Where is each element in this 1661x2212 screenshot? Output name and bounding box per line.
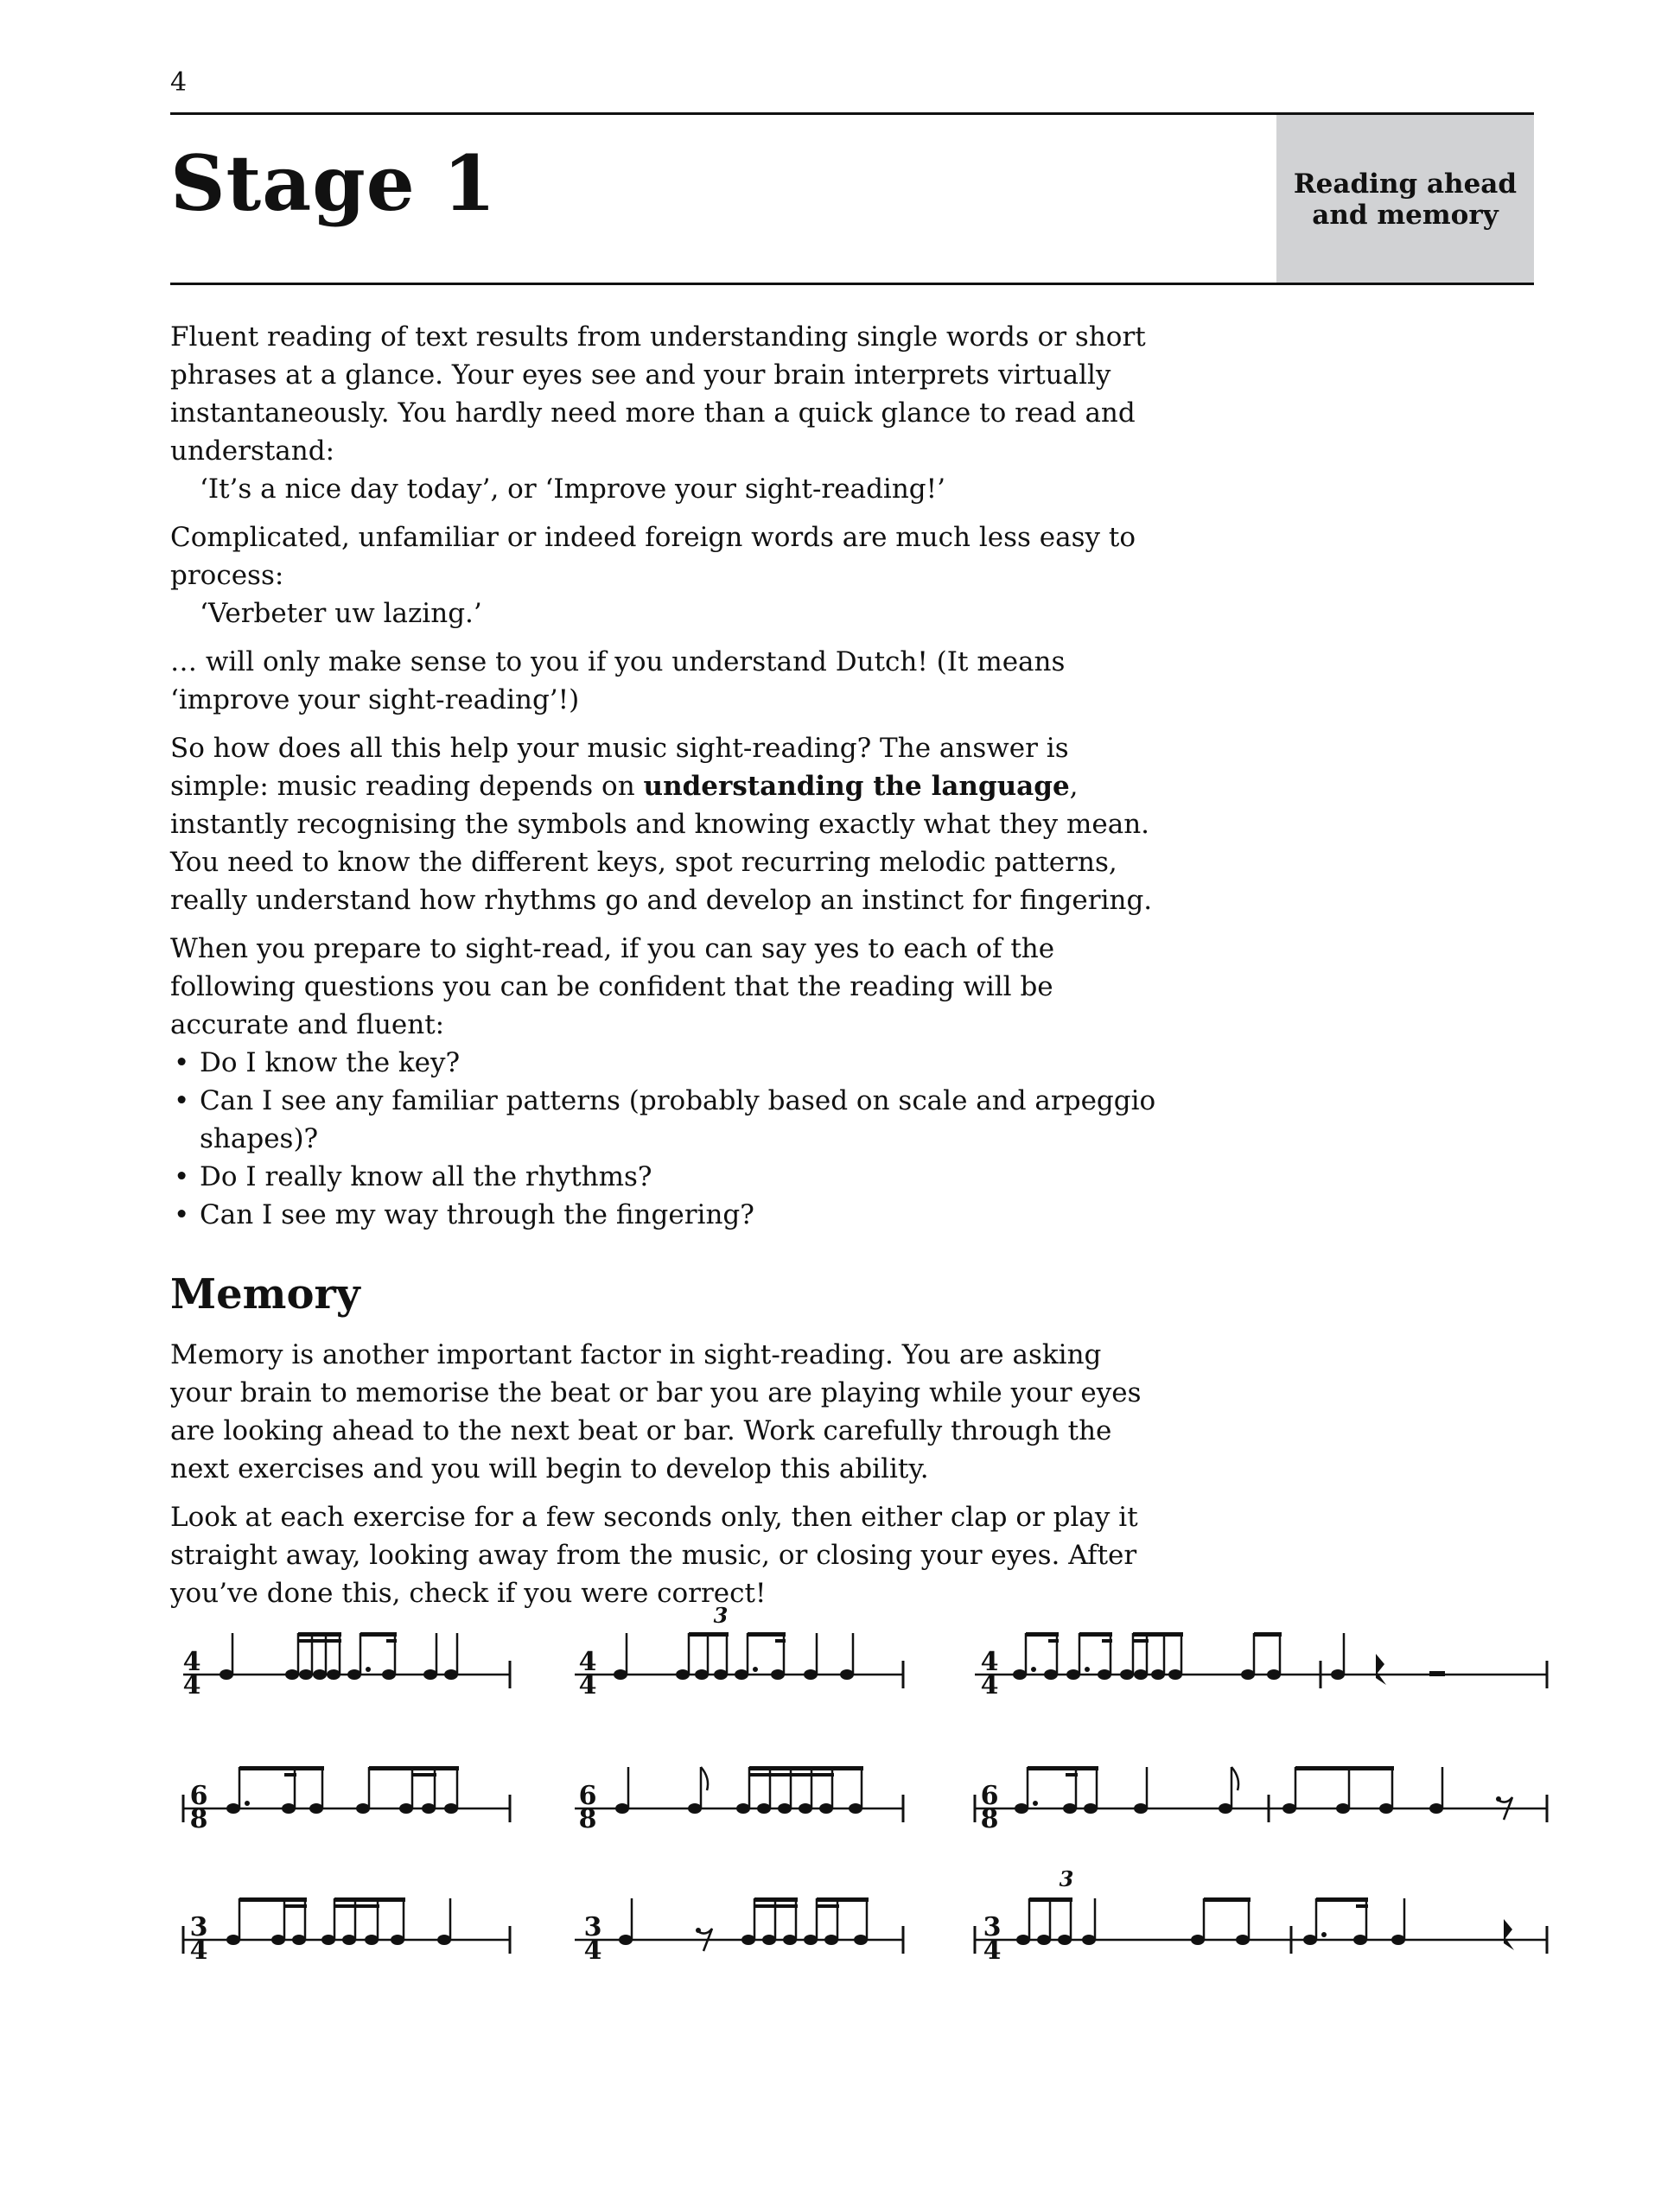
list-item: • Do I really know all the rhythms? — [170, 1158, 1164, 1196]
time-signature-top: 4 — [182, 1647, 201, 1677]
paragraph: Fluent reading of text results from understanding single words or short phrases at a glance. Your eyes see and your brain interprets virtually instantaneously. You hardly need more than a quick glance to read and understand: — [170, 321, 1146, 467]
paragraph: Memory is another important factor in sight-reading. You are asking your brain to memorise the beat or bar you are playing while your eyes are looking ahead to the next beat or bar. Work carefully through the next exercises and you will begin to develop this ability. — [170, 1339, 1142, 1484]
bold-phrase: understanding the language — [643, 771, 1070, 802]
section-label: Reading ahead and memory — [1293, 168, 1518, 231]
exercise-4-4-a — [183, 1632, 510, 1700]
exercise-3-4-b — [575, 1897, 903, 1966]
exercise-6-8-c — [975, 1766, 1547, 1834]
tuplet-number: 3 — [713, 1603, 729, 1628]
paragraph: … will only make sense to you if you understand Dutch! (It means ‘improve your sight-reading’!) — [170, 646, 1066, 715]
time-signature-bottom: 8 — [578, 1804, 597, 1834]
paragraph: Complicated, unfamiliar or indeed foreign words are much less easy to process: — [170, 522, 1136, 591]
paragraph-text: So how does all this help your music sight-reading? The answer is simple: music reading depends on — [170, 733, 1069, 802]
page-title: Stage 1 — [170, 138, 497, 228]
page-number: 4 — [170, 67, 188, 98]
exercise-6-8-b — [575, 1766, 903, 1834]
list-item: • Do I know the key? — [170, 1044, 1164, 1082]
exercise-3-4-a — [183, 1897, 510, 1966]
time-signature-top: 6 — [189, 1781, 208, 1811]
time-signature-top: 4 — [578, 1647, 597, 1677]
exercise-4-4-c — [975, 1632, 1547, 1700]
time-signature-bottom: 4 — [182, 1670, 201, 1700]
memory-heading: Memory — [170, 1270, 360, 1319]
time-signature-top: 3 — [583, 1912, 602, 1942]
time-signature-top: 6 — [578, 1781, 597, 1811]
quote: ‘It’s a nice day today’, or ‘Improve your sight-reading!’ — [200, 474, 945, 505]
time-signature-top: 3 — [983, 1912, 1002, 1942]
time-signature-top: 3 — [189, 1912, 208, 1942]
list-item: • Can I see any familiar patterns (probably based on scale and arpeggio shapes)? — [170, 1082, 1164, 1158]
paragraph: When you prepare to sight-read, if you can say yes to each of the following questions you can be confident that the reading will be accurate and fluent: — [170, 933, 1055, 1040]
tuplet-number: 3 — [1059, 1866, 1074, 1891]
quote: ‘Verbeter uw lazing.’ — [200, 598, 482, 629]
time-signature-bottom: 4 — [980, 1670, 999, 1700]
time-signature-top: 6 — [980, 1781, 999, 1811]
time-signature-bottom: 8 — [980, 1804, 999, 1834]
time-signature-bottom: 4 — [578, 1670, 597, 1700]
exercise-4-4-b — [575, 1603, 903, 1700]
list-item: • Can I see my way through the fingering? — [170, 1196, 1164, 1234]
time-signature-top: 4 — [980, 1647, 999, 1677]
time-signature-bottom: 4 — [983, 1936, 1002, 1966]
time-signature-bottom: 4 — [189, 1936, 208, 1966]
paragraph: Look at each exercise for a few seconds only, then either clap or play it straight away, looking away from the music, or closing your eyes. After you’ve done this, check if you were correct! — [170, 1502, 1138, 1609]
time-signature-bottom: 8 — [189, 1804, 208, 1834]
exercise-3-4-c — [975, 1866, 1547, 1966]
exercise-6-8-a — [183, 1766, 510, 1834]
time-signature-bottom: 4 — [583, 1936, 602, 1966]
paragraph-text: , instantly recognising the symbols and knowing exactly what they mean. You need to know the different keys, spot recurring melodic patterns, really understand how rhythms go and develop an instinct for fingering. — [170, 771, 1153, 916]
